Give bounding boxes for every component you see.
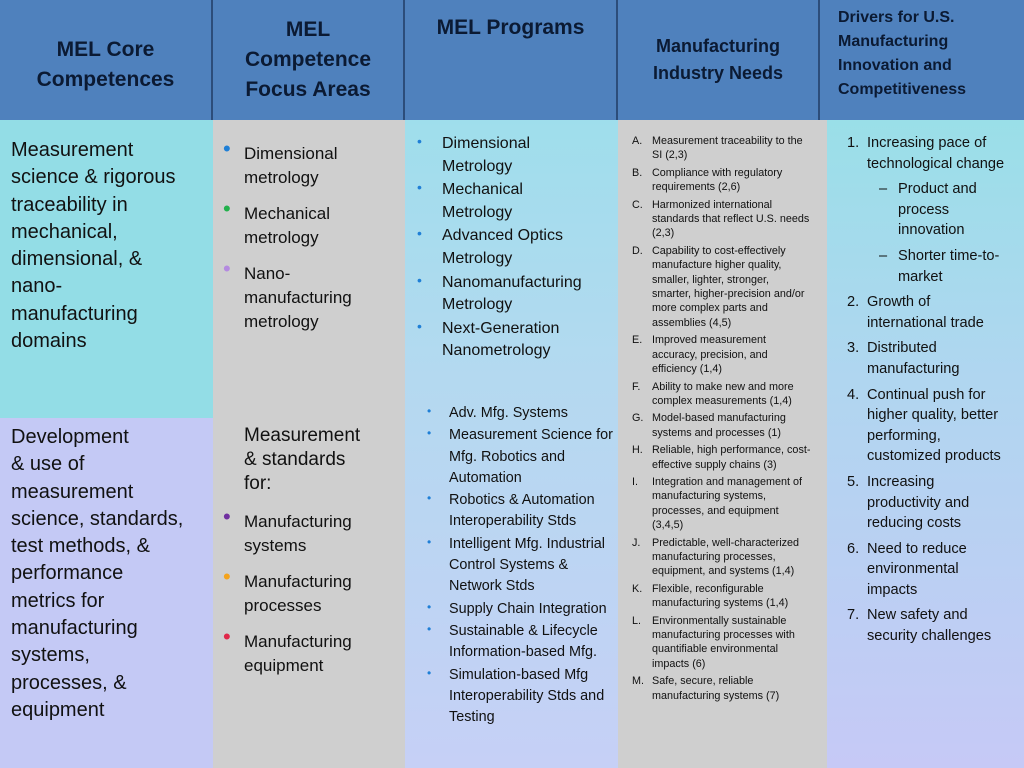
dash-icon: – xyxy=(879,181,888,198)
list-item: • Advanced Optics Metrology xyxy=(417,225,563,267)
list-item: A. Measurement traceability to the SI (2,3) xyxy=(632,135,803,162)
list-item: • Manufacturing systems xyxy=(223,504,352,555)
list-item: • Manufacturing equipment xyxy=(223,624,352,675)
list-item: • Simulation-based Mfg Interoperability Stds and Testing xyxy=(427,665,605,726)
header-focus: MEL Competence Focus Areas xyxy=(213,0,405,120)
list-item: G. Model-based manufacturing systems and processes (1) xyxy=(632,412,786,439)
list-item: • Manufacturing processes xyxy=(223,564,352,615)
focus-top-list xyxy=(213,136,405,346)
bullet-icon: • xyxy=(417,225,422,242)
list-item: B. Compliance with regulatory requirements (2,6) xyxy=(632,166,783,194)
focus-bottom-heading: Measurement & standards for: xyxy=(244,425,361,494)
list-item: J. Predictable, well-characterized manufacturing processes, equipment, and systems (1,4) xyxy=(632,536,800,578)
list-item: • Nanomanufacturing Metrology xyxy=(417,271,582,314)
list-item: D. Capability to cost-effectively manufacture higher quality, smaller, lighter, stronger, smarter, higher-precision and/or more complex parts and assemblies (4,5) xyxy=(632,244,805,329)
bullet-icon: • xyxy=(427,599,432,614)
header-programs: MEL Programs xyxy=(405,0,618,120)
list-item: 3. Distributed manufacturing xyxy=(847,340,960,377)
list-item: K. Flexible, reconfigurable manufacturing systems (1,4) xyxy=(632,582,789,610)
list-item: • Dimensional metrology xyxy=(223,136,338,187)
bullet-icon: • xyxy=(427,426,432,441)
list-item: I. Integration and management of manufacturing systems, processes, and equipment (3,4,5) xyxy=(632,475,803,532)
list-item: 2. Growth of international trade xyxy=(847,294,984,331)
programs-bottom-list xyxy=(405,403,627,729)
list-item: • Nano- manufacturing metrology xyxy=(223,256,352,331)
list-item: E. Improved measurement accuracy, precision, and efficiency (1,4) xyxy=(632,334,768,376)
list-item: F. Ability to make new and more complex measurements (1,4) xyxy=(632,380,794,407)
list-subitem: – Shorter time-to- market xyxy=(879,247,1000,285)
bullet-icon: • xyxy=(223,564,231,589)
header-drivers: Drivers for U.S. Manufacturing Innovation and Competitiveness xyxy=(820,0,1024,120)
bullet-icon: • xyxy=(417,317,422,334)
core-competence-top: Measurement science & rigorous traceability in mechanical, dimensional, & nano- manufacturing domains xyxy=(11,139,176,353)
list-item: • Mechanical Metrology xyxy=(417,179,523,221)
bullet-icon: • xyxy=(427,404,432,418)
list-item: • Mechanical metrology xyxy=(223,196,330,247)
header-core: MEL Core Competences xyxy=(0,0,213,120)
needs-list xyxy=(618,134,830,706)
bullet-icon: • xyxy=(427,665,432,680)
bullet-icon: • xyxy=(427,534,432,549)
list-item: M. Safe, secure, reliable manufacturing systems (7) xyxy=(632,675,780,702)
bullet-icon: • xyxy=(417,179,422,196)
list-item: H. Reliable, high performance, cost- effective supply chains (3) xyxy=(632,444,811,471)
dash-icon: – xyxy=(879,247,888,264)
core-competence-bottom: Development & use of measurement science, standards, test methods, & performance metrics for manufacturing systems, processes, & equipment xyxy=(11,426,184,721)
programs-top-list xyxy=(405,133,618,364)
focus-bottom-list xyxy=(213,504,405,690)
bullet-icon: • xyxy=(427,621,432,636)
bullet-icon: • xyxy=(223,196,231,221)
list-item: 6. Need to reduce environmental impacts xyxy=(847,540,967,598)
list-subitem: – Product and process innovation xyxy=(879,181,977,239)
bullet-icon: • xyxy=(427,491,432,506)
bullet-icon: • xyxy=(223,256,231,281)
bullet-icon: • xyxy=(223,504,231,529)
list-item: 5. Increasing productivity and reducing costs xyxy=(847,473,970,532)
list-item: • Intelligent Mfg. Industrial Control Systems & Network Stds xyxy=(427,534,605,595)
list-item: • Supply Chain Integration xyxy=(427,599,607,617)
list-item: • Sustainable & Lifecycle Information-based Mfg. xyxy=(427,621,598,661)
list-item: 7. New safety and security challenges xyxy=(847,607,992,645)
bullet-icon: • xyxy=(223,136,231,161)
list-item: 1. Increasing pace of technological change xyxy=(847,135,1005,172)
list-item: • Adv. Mfg. Systems xyxy=(427,404,568,421)
drivers-list xyxy=(827,133,1024,652)
header-needs: Manufacturing Industry Needs xyxy=(618,0,820,120)
list-item: • Robotics & Automation Interoperability Stds xyxy=(427,491,595,530)
list-item: • Next-Generation Nanometrology xyxy=(417,317,560,360)
bullet-icon: • xyxy=(417,271,422,288)
bullet-icon: • xyxy=(417,133,422,149)
list-item: L. Environmentally sustainable manufacturing processes with quantifiable environmental impacts (6) xyxy=(632,614,795,670)
list-item: C. Harmonized international standards that reflect U.S. needs (2,3) xyxy=(632,198,810,240)
list-item: • Dimensional Metrology xyxy=(417,133,531,175)
list-item: • Measurement Science for Mfg. Robotics and Automation xyxy=(427,426,613,486)
bullet-icon: • xyxy=(223,624,231,649)
list-item: 4. Continual push for higher quality, better performing, customized products xyxy=(847,386,1001,465)
